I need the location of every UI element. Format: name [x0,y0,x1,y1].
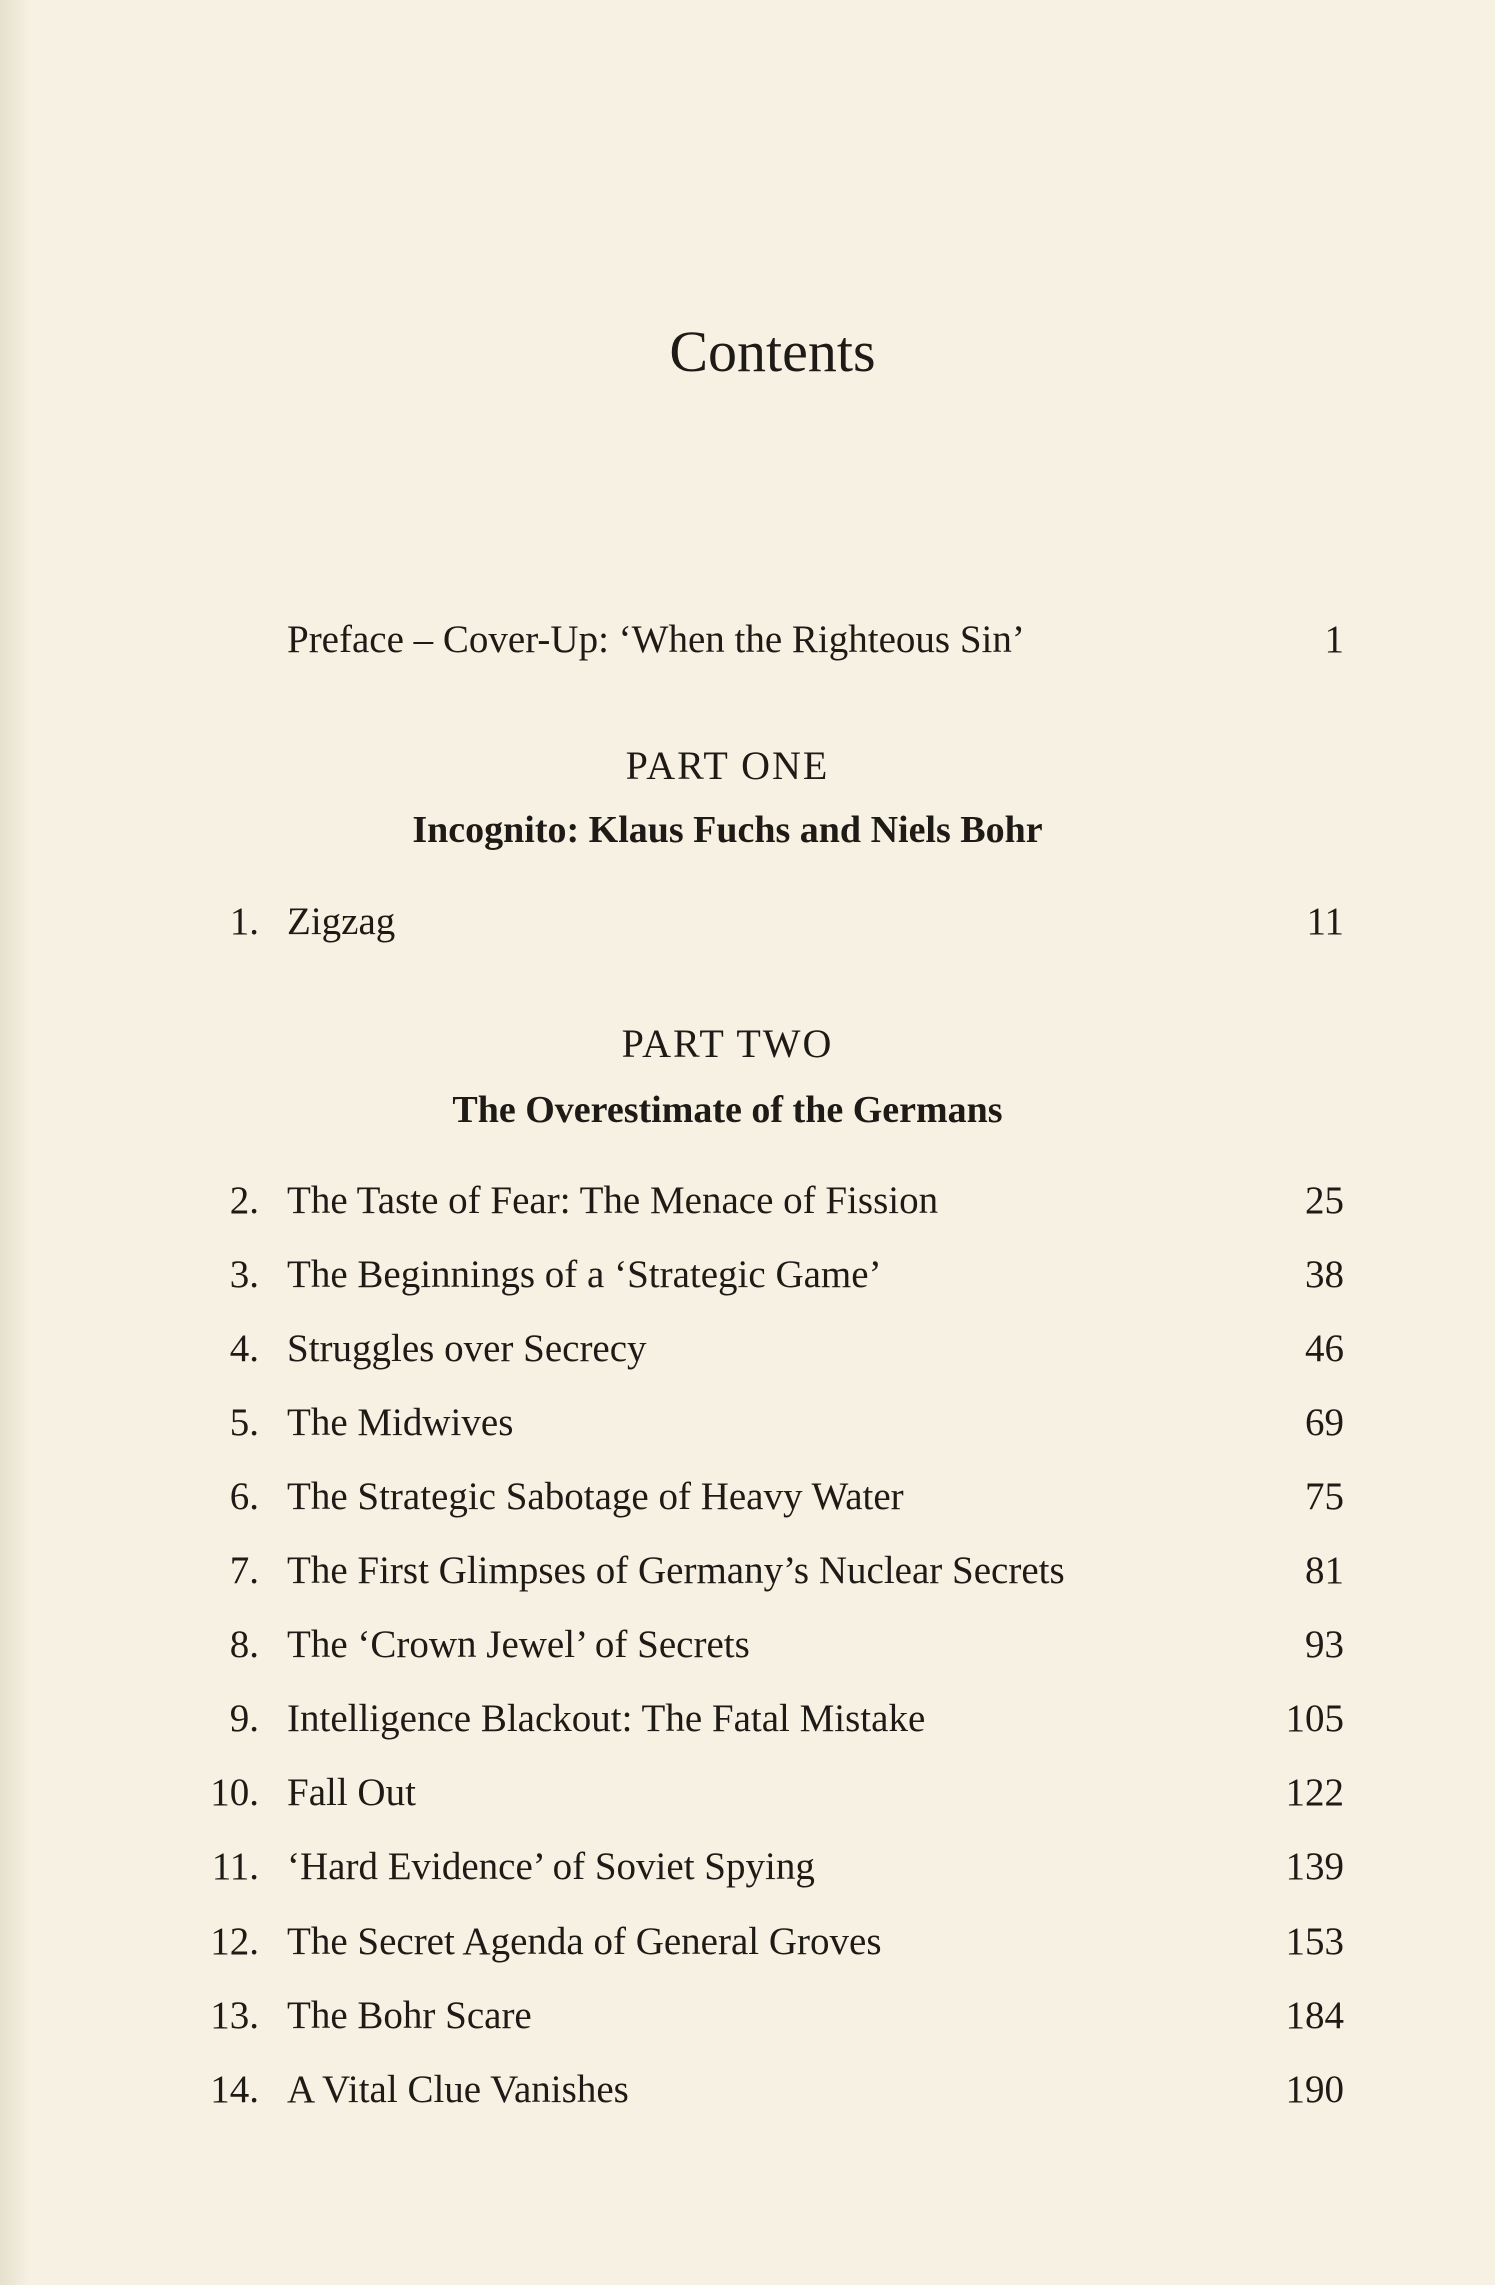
toc-entry-page: 1 [1324,618,1344,661]
toc-entry-title: The Secret Agenda of General Groves [287,1920,882,1963]
toc-entry [0,1986,1495,2046]
toc-entry [0,1393,1495,1453]
toc-entry-number: 14. [210,2068,259,2111]
toc-entry [0,1541,1495,1601]
toc-entry-preface [0,610,1495,670]
toc-entry-title: Fall Out [287,1771,416,1814]
toc-entry [0,1912,1495,1972]
toc-entry-title: Struggles over Secrecy [287,1327,647,1370]
toc-entry-number: 7. [229,1549,259,1592]
toc-entry-page: 69 [1305,1401,1344,1444]
toc-entry-title: The Strategic Sabotage of Heavy Water [287,1475,904,1518]
toc-entry-number: 1. [229,900,259,943]
toc-entry-page: 190 [1285,2068,1344,2111]
toc-entry-number: 4. [229,1327,259,1370]
toc-entry-number: 12. [210,1920,259,1963]
toc-entry-title: The First Glimpses of Germany’s Nuclear Secrets [287,1549,1065,1592]
toc-entry-number: 13. [210,1994,259,2037]
toc-entry-number: 9. [229,1697,259,1740]
toc-entry-page: 184 [1285,1994,1344,2037]
toc-entry-page: 139 [1285,1845,1344,1888]
toc-entry-title: The Midwives [287,1401,514,1444]
toc-entry-page: 81 [1305,1549,1344,1592]
toc-entry-page: 75 [1305,1475,1344,1518]
toc-entry-page: 11 [1306,900,1344,943]
toc-entry-title: Preface – Cover-Up: ‘When the Righteous Sin’ [287,618,1025,661]
toc-entry-page: 93 [1305,1623,1344,1666]
toc-entry-page: 38 [1305,1253,1344,1296]
toc-entry-number: 11. [211,1845,259,1888]
toc-entry-title: ‘Hard Evidence’ of Soviet Spying [287,1845,815,1888]
toc-entry-page: 153 [1285,1920,1344,1963]
part-heading: PART TWO [621,1021,834,1066]
toc-entry-title: The Bohr Scare [287,1994,532,2037]
toc-entry-title: The Beginnings of a ‘Strategic Game’ [287,1253,882,1296]
toc-entry-page: 25 [1305,1179,1344,1222]
toc-entry [0,892,1495,952]
toc-entry-page: 46 [1305,1327,1344,1370]
toc-entry [0,1763,1495,1823]
toc-entry [0,1615,1495,1675]
toc-entry [0,1837,1495,1897]
toc-entry [0,1467,1495,1527]
toc-entry-number: 10. [210,1771,259,1814]
toc-entry-page: 105 [1285,1697,1344,1740]
toc-entry-number: 8. [229,1623,259,1666]
toc-entry-number: 2. [229,1179,259,1222]
toc-entry-number: 6. [229,1475,259,1518]
part-subtitle: The Overestimate of the Germans [452,1089,1003,1131]
toc-entry-title: Intelligence Blackout: The Fatal Mistake [287,1697,926,1740]
part-heading: PART ONE [625,743,830,788]
page-title: Contents [669,319,876,384]
toc-entry-number: 5. [229,1401,259,1444]
toc-entry [0,1689,1495,1749]
toc-entry [0,1171,1495,1231]
toc-entry-number: 3. [229,1253,259,1296]
toc-entry [0,1245,1495,1305]
toc-entry [0,2060,1495,2120]
toc-entry-page: 122 [1285,1771,1344,1814]
toc-entry-title: The Taste of Fear: The Menace of Fission [287,1179,939,1222]
toc-entry-title: A Vital Clue Vanishes [287,2068,629,2111]
toc-entry-title: The ‘Crown Jewel’ of Secrets [287,1623,750,1666]
part-subtitle: Incognito: Klaus Fuchs and Niels Bohr [412,809,1043,851]
toc-entry-title: Zigzag [287,900,396,943]
toc-entry [0,1319,1495,1379]
